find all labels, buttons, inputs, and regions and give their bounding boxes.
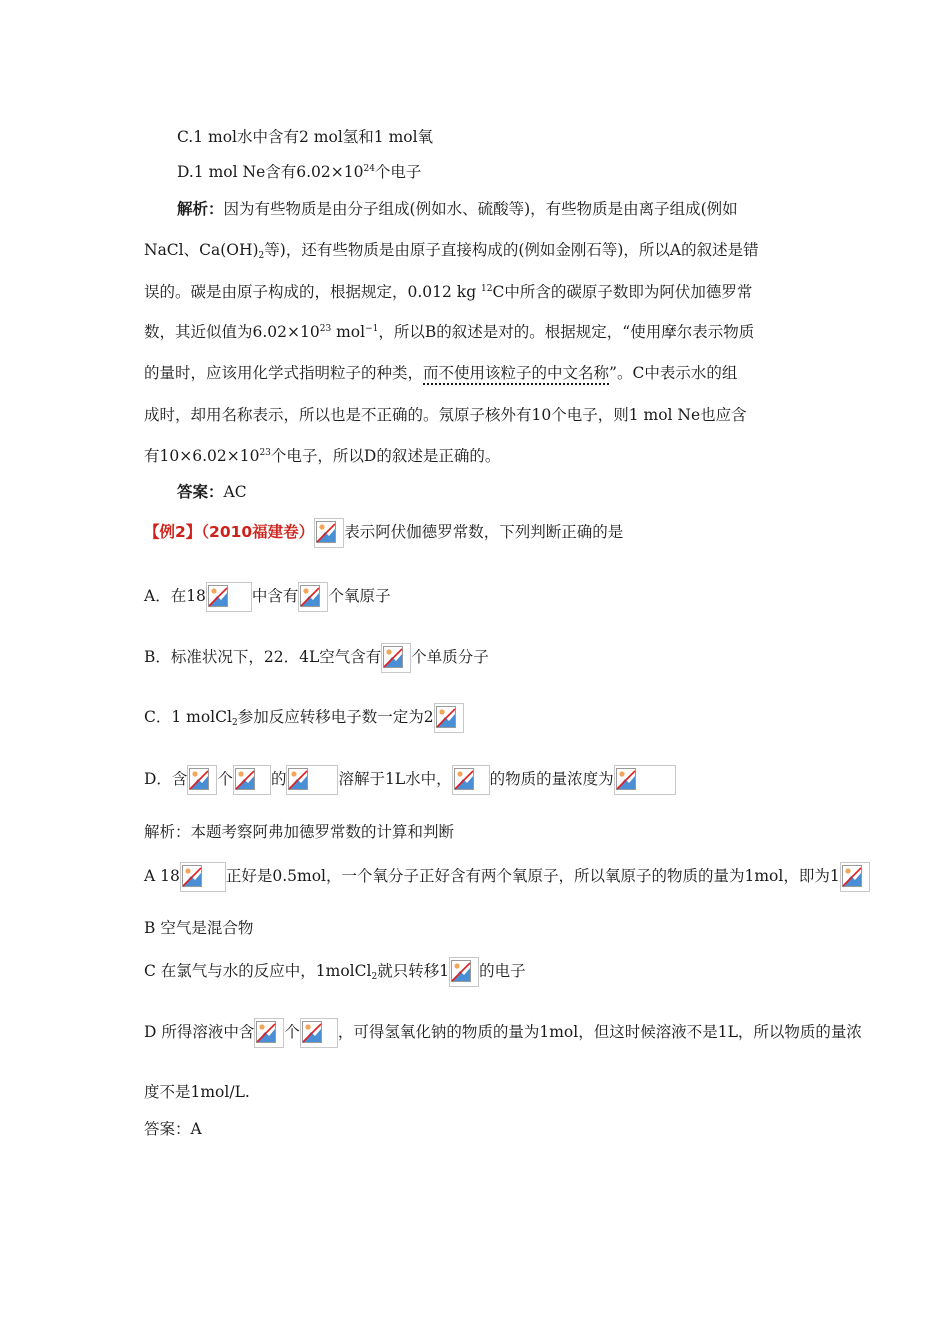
q1-analysis-line-2: NaCl、$Ca(OH)_2$等)，还有些物质是由原子直接构成的(例如金刚石等)，所以A的叙述是错 bbox=[144, 241, 759, 261]
broken-image-icon bbox=[449, 957, 479, 987]
analysis-label: 解析： bbox=[177, 199, 224, 218]
q1-analysis-line-3: 误的。碳是由原子构成的，根据规定，0.012 kg $^{12}$C中所含的碳原子数即为阿伏加德罗常 bbox=[144, 283, 753, 301]
broken-image-icon bbox=[314, 518, 344, 548]
q2-explain-b: B 空气是混合物 bbox=[144, 919, 254, 937]
broken-image-icon bbox=[233, 765, 271, 795]
broken-image-icon bbox=[206, 582, 252, 612]
q1-option-d: D.1 mol Ne含有$6.02\times 10^{24}$个电子 bbox=[177, 163, 422, 181]
q1-answer: 答案：AC bbox=[177, 482, 247, 501]
q1-analysis-line-6: 成时，却用名称表示，所以也是不正确的。氖原子核外有10个电子，则1 mol Ne也应含 bbox=[144, 406, 747, 424]
broken-image-icon bbox=[187, 765, 217, 795]
q1-analysis-line-5: 的量时，应该用化学式指明粒子的种类，而不使用该粒子的中文名称”。C中表示水的组 bbox=[144, 364, 738, 382]
q1-analysis-line-1: 解析：因为有些物质是由分子组成(例如水、硫酸等)，有些物质是由离子组成(例如 bbox=[177, 199, 738, 218]
q2-analysis: 解析：本题考察阿弗加德罗常数的计算和判断 bbox=[144, 823, 455, 841]
broken-image-icon bbox=[298, 582, 328, 612]
q2-option-d: D．含 个 的 溶解于1L水中， 的物质的量浓度为 bbox=[144, 765, 676, 795]
q2-explain-c: C 在氯气与水的反应中，1molCl$_2$就只转移1 的电子 bbox=[144, 957, 526, 987]
q1-analysis-line-7: 有$10\times 6.02\times 10^{23}$个电子，所以D的叙述是正确的。 bbox=[144, 447, 501, 465]
emphasis-dotted: 而不使用该粒子的中文名称 bbox=[423, 364, 610, 382]
broken-image-icon bbox=[434, 703, 464, 733]
broken-image-icon bbox=[452, 765, 490, 795]
q2-explain-d-cont: 度不是1mol/L. bbox=[144, 1083, 250, 1101]
q1-analysis-line-4: 数，其近似值为$6.02\times 10^{23}$ mol$^{-1}$，所以B的叙述是对的。根据规定，“使用摩尔表示物质 bbox=[144, 323, 755, 341]
broken-image-icon bbox=[614, 765, 676, 795]
q2-answer: 答案：A bbox=[144, 1120, 202, 1138]
q1-option-c: C.1 mol水中含有2 mol氢和1 mol氧 bbox=[177, 128, 434, 146]
broken-image-icon bbox=[381, 643, 411, 673]
q2-option-c: C．1 molCl$_2$参加反应转移电子数一定为2 bbox=[144, 703, 464, 733]
q2-stem: 【例2】（2010福建卷） 表示阿伏伽德罗常数，下列判断正确的是 bbox=[144, 518, 623, 548]
q2-option-a: A．在18 中含有 个氧原子 bbox=[144, 582, 390, 612]
broken-image-icon bbox=[180, 862, 226, 892]
q2-explain-d: D 所得溶液中含 个 ，可得氢氧化钠的物质的量为1mol，但这时候溶液不是1L，所以物质的量浓 bbox=[144, 1018, 862, 1048]
broken-image-icon bbox=[300, 1018, 338, 1048]
broken-image-icon bbox=[254, 1018, 284, 1048]
example-tag: 【例2】（2010福建卷） bbox=[144, 523, 315, 541]
q2-option-b: B．标准状况下，22．4L空气含有 个单质分子 bbox=[144, 643, 489, 673]
broken-image-icon bbox=[840, 862, 870, 892]
q2-explain-a: A 18 正好是0.5mol，一个氧分子正好含有两个氧原子，所以氧原子的物质的量为1mol，即为1 bbox=[144, 862, 870, 892]
broken-image-icon bbox=[286, 765, 338, 795]
